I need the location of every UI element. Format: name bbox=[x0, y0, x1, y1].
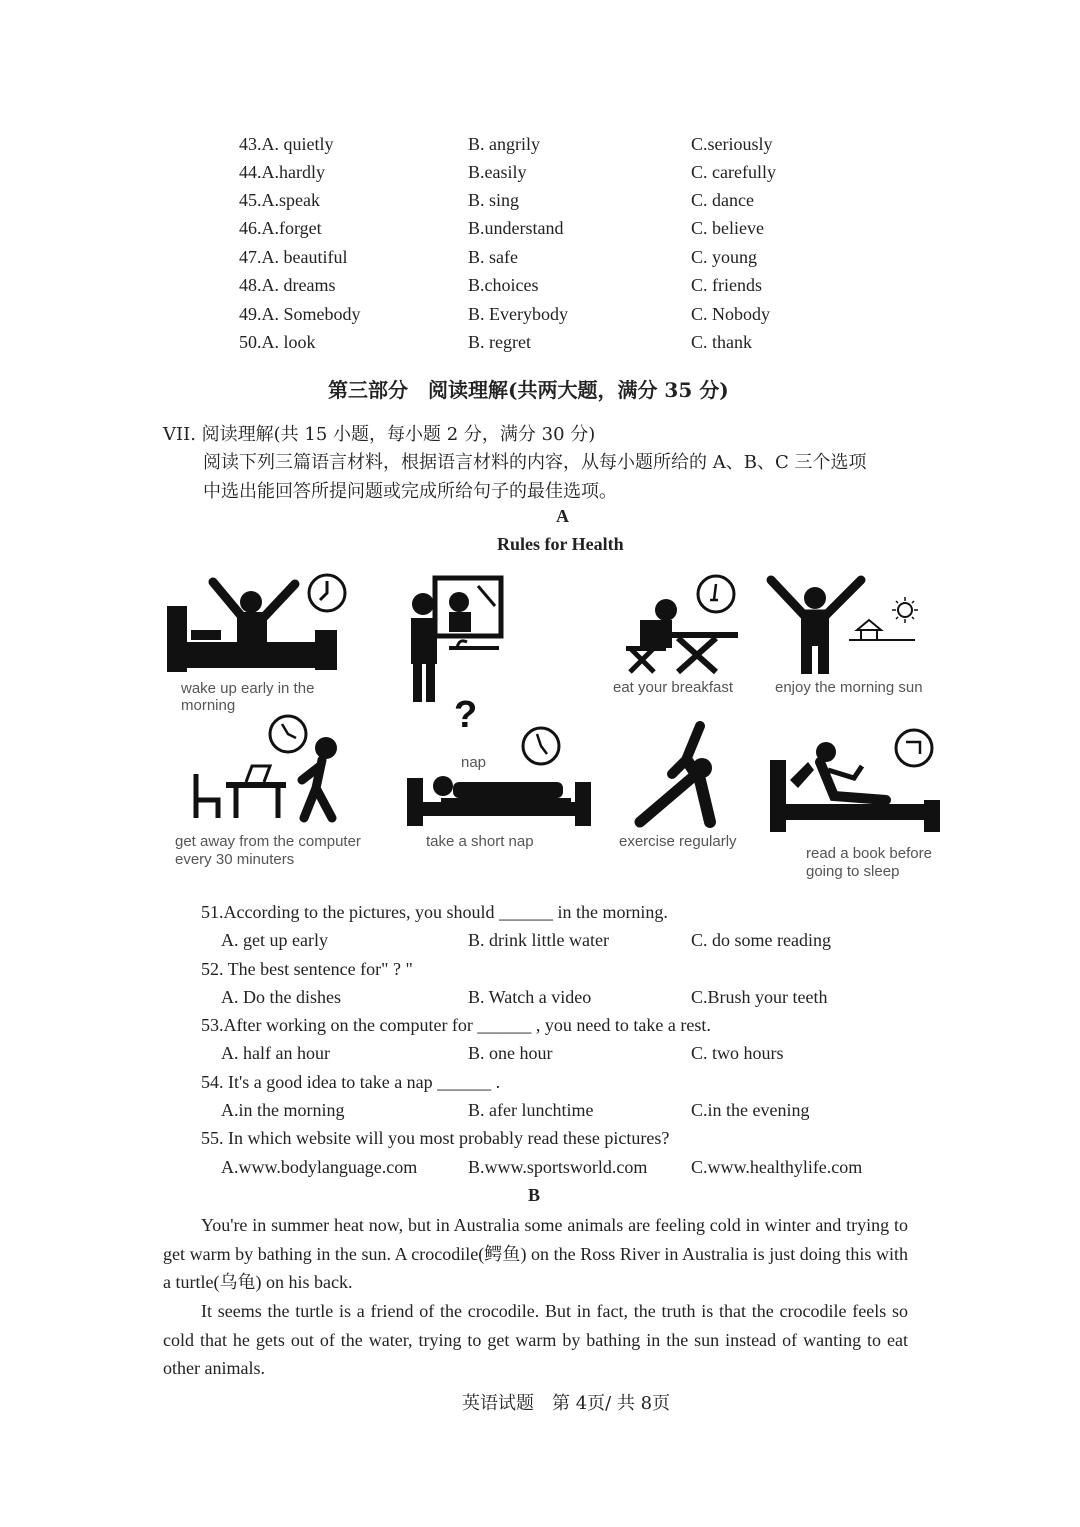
choice-a: A.in the morning bbox=[221, 1100, 345, 1120]
choice-b: B.www.sportsworld.com bbox=[468, 1157, 648, 1177]
option-c: C. believe bbox=[691, 218, 764, 238]
choice-b: B. drink little water bbox=[468, 930, 609, 950]
choice-b: B. one hour bbox=[468, 1043, 553, 1063]
caption-morning-sun: enjoy the morning sun bbox=[775, 679, 923, 696]
passage-b-paragraph-1: You're in summer heat now, but in Australia some animals are feeling cold in winter and trying to get warm by bathing in the sun. A crocodile(鳄鱼) on the Ross River in Australia is just doing this with a turtle(乌龟) on his back. bbox=[163, 1215, 908, 1292]
mirror-picture bbox=[403, 570, 508, 705]
option-a: 45.A.speak bbox=[239, 190, 320, 210]
option-b: B.choices bbox=[468, 275, 539, 295]
question-stem: 55. In which website will you most probably read these pictures? bbox=[201, 1128, 670, 1148]
section-instruction-line-2: 中选出能回答所提问题或完成所给句子的最佳选项。 bbox=[203, 481, 617, 502]
caption-read-line-2: going to sleep bbox=[806, 863, 900, 880]
choice-b: B. afer lunchtime bbox=[468, 1100, 594, 1120]
caption-read-line-1: read a book before bbox=[806, 845, 932, 862]
morning-sun-picture bbox=[765, 570, 925, 675]
breakfast-picture bbox=[620, 570, 745, 675]
page-footer: 英语试题 第 4页/ 共 8页 bbox=[462, 1393, 671, 1414]
part-three-title: 第三部分 阅读理解(共两大题，满分 35 分) bbox=[328, 378, 729, 402]
option-b: B. Everybody bbox=[468, 304, 568, 324]
choice-a: A. Do the dishes bbox=[221, 987, 341, 1007]
section-instruction-line-1: 阅读下列三篇语言材料，根据语言材料的内容，从每小题所给的 A、B、C 三个选项 bbox=[203, 452, 867, 473]
option-a: 47.A. beautiful bbox=[239, 247, 348, 267]
section-seven-title: VII. 阅读理解(共 15 小题，每小题 2 分，满分 30 分) bbox=[163, 424, 596, 445]
caption-breakfast: eat your breakfast bbox=[613, 679, 734, 696]
caption-exercise: exercise regularly bbox=[619, 833, 737, 850]
caption-wake-up-line-2: morning bbox=[181, 697, 236, 714]
question-stem: 52. The best sentence for" ? " bbox=[201, 959, 413, 979]
choice-c: C.in the evening bbox=[691, 1100, 810, 1120]
nap-picture bbox=[405, 724, 595, 829]
option-a: 50.A. look bbox=[239, 332, 316, 352]
choice-a: A. half an hour bbox=[221, 1043, 330, 1063]
passage-b-paragraph-2: It seems the turtle is a friend of the crocodile. But in fact, the truth is that the crocodile feels so cold that he gets out of the water, trying to get warm by bathing in the sun instead of wanting to eat other animals. bbox=[163, 1301, 908, 1378]
away-from-computer-picture bbox=[190, 714, 350, 824]
option-c: C. dance bbox=[691, 190, 754, 210]
caption-nap: take a short nap bbox=[426, 833, 534, 850]
choice-c: C. do some reading bbox=[691, 930, 831, 950]
exercise-picture bbox=[628, 718, 728, 830]
option-a: 46.A.forget bbox=[239, 218, 322, 238]
question-stem: 54. It's a good idea to take a nap ______ . bbox=[201, 1072, 501, 1092]
caption-computer-line-2: every 30 minuters bbox=[175, 851, 295, 868]
option-a: 44.A.hardly bbox=[239, 162, 325, 182]
choice-a: A. get up early bbox=[221, 930, 328, 950]
option-b: B.understand bbox=[468, 218, 564, 238]
question-mark: ? bbox=[454, 694, 478, 736]
option-a: 49.A. Somebody bbox=[239, 304, 361, 324]
caption-wake-up-line-1: wake up early in the bbox=[181, 680, 315, 697]
choice-c: C.Brush your teeth bbox=[691, 987, 828, 1007]
passage-a-title: Rules for Health bbox=[497, 534, 624, 554]
option-b: B. safe bbox=[468, 247, 518, 267]
choice-a: A.www.bodylanguage.com bbox=[221, 1157, 418, 1177]
choice-c: C. two hours bbox=[691, 1043, 784, 1063]
choice-c: C.www.healthylife.com bbox=[691, 1157, 863, 1177]
question-stem: 51.According to the pictures, you should ______ in the morning. bbox=[201, 902, 668, 922]
option-c: C. young bbox=[691, 247, 758, 267]
option-c: C. friends bbox=[691, 275, 762, 295]
wake-up-early-picture bbox=[163, 570, 353, 675]
option-c: C. thank bbox=[691, 332, 752, 352]
option-b: B.easily bbox=[468, 162, 527, 182]
option-c: C. carefully bbox=[691, 162, 776, 182]
question-stem: 53.After working on the computer for ______ , you need to take a rest. bbox=[201, 1015, 711, 1035]
passage-b-letter: B bbox=[528, 1185, 541, 1205]
option-a: 43.A. quietly bbox=[239, 134, 334, 154]
read-book-picture bbox=[768, 722, 943, 834]
caption-computer-line-1: get away from the computer bbox=[175, 833, 361, 850]
option-b: B. angrily bbox=[468, 134, 540, 154]
caption-nap-label: nap bbox=[461, 754, 487, 771]
option-a: 48.A. dreams bbox=[239, 275, 336, 295]
option-b: B. regret bbox=[468, 332, 531, 352]
choice-b: B. Watch a video bbox=[468, 987, 592, 1007]
option-c: C.seriously bbox=[691, 134, 773, 154]
option-b: B. sing bbox=[468, 190, 520, 210]
option-c: C. Nobody bbox=[691, 304, 771, 324]
passage-a-letter: A bbox=[556, 506, 569, 526]
